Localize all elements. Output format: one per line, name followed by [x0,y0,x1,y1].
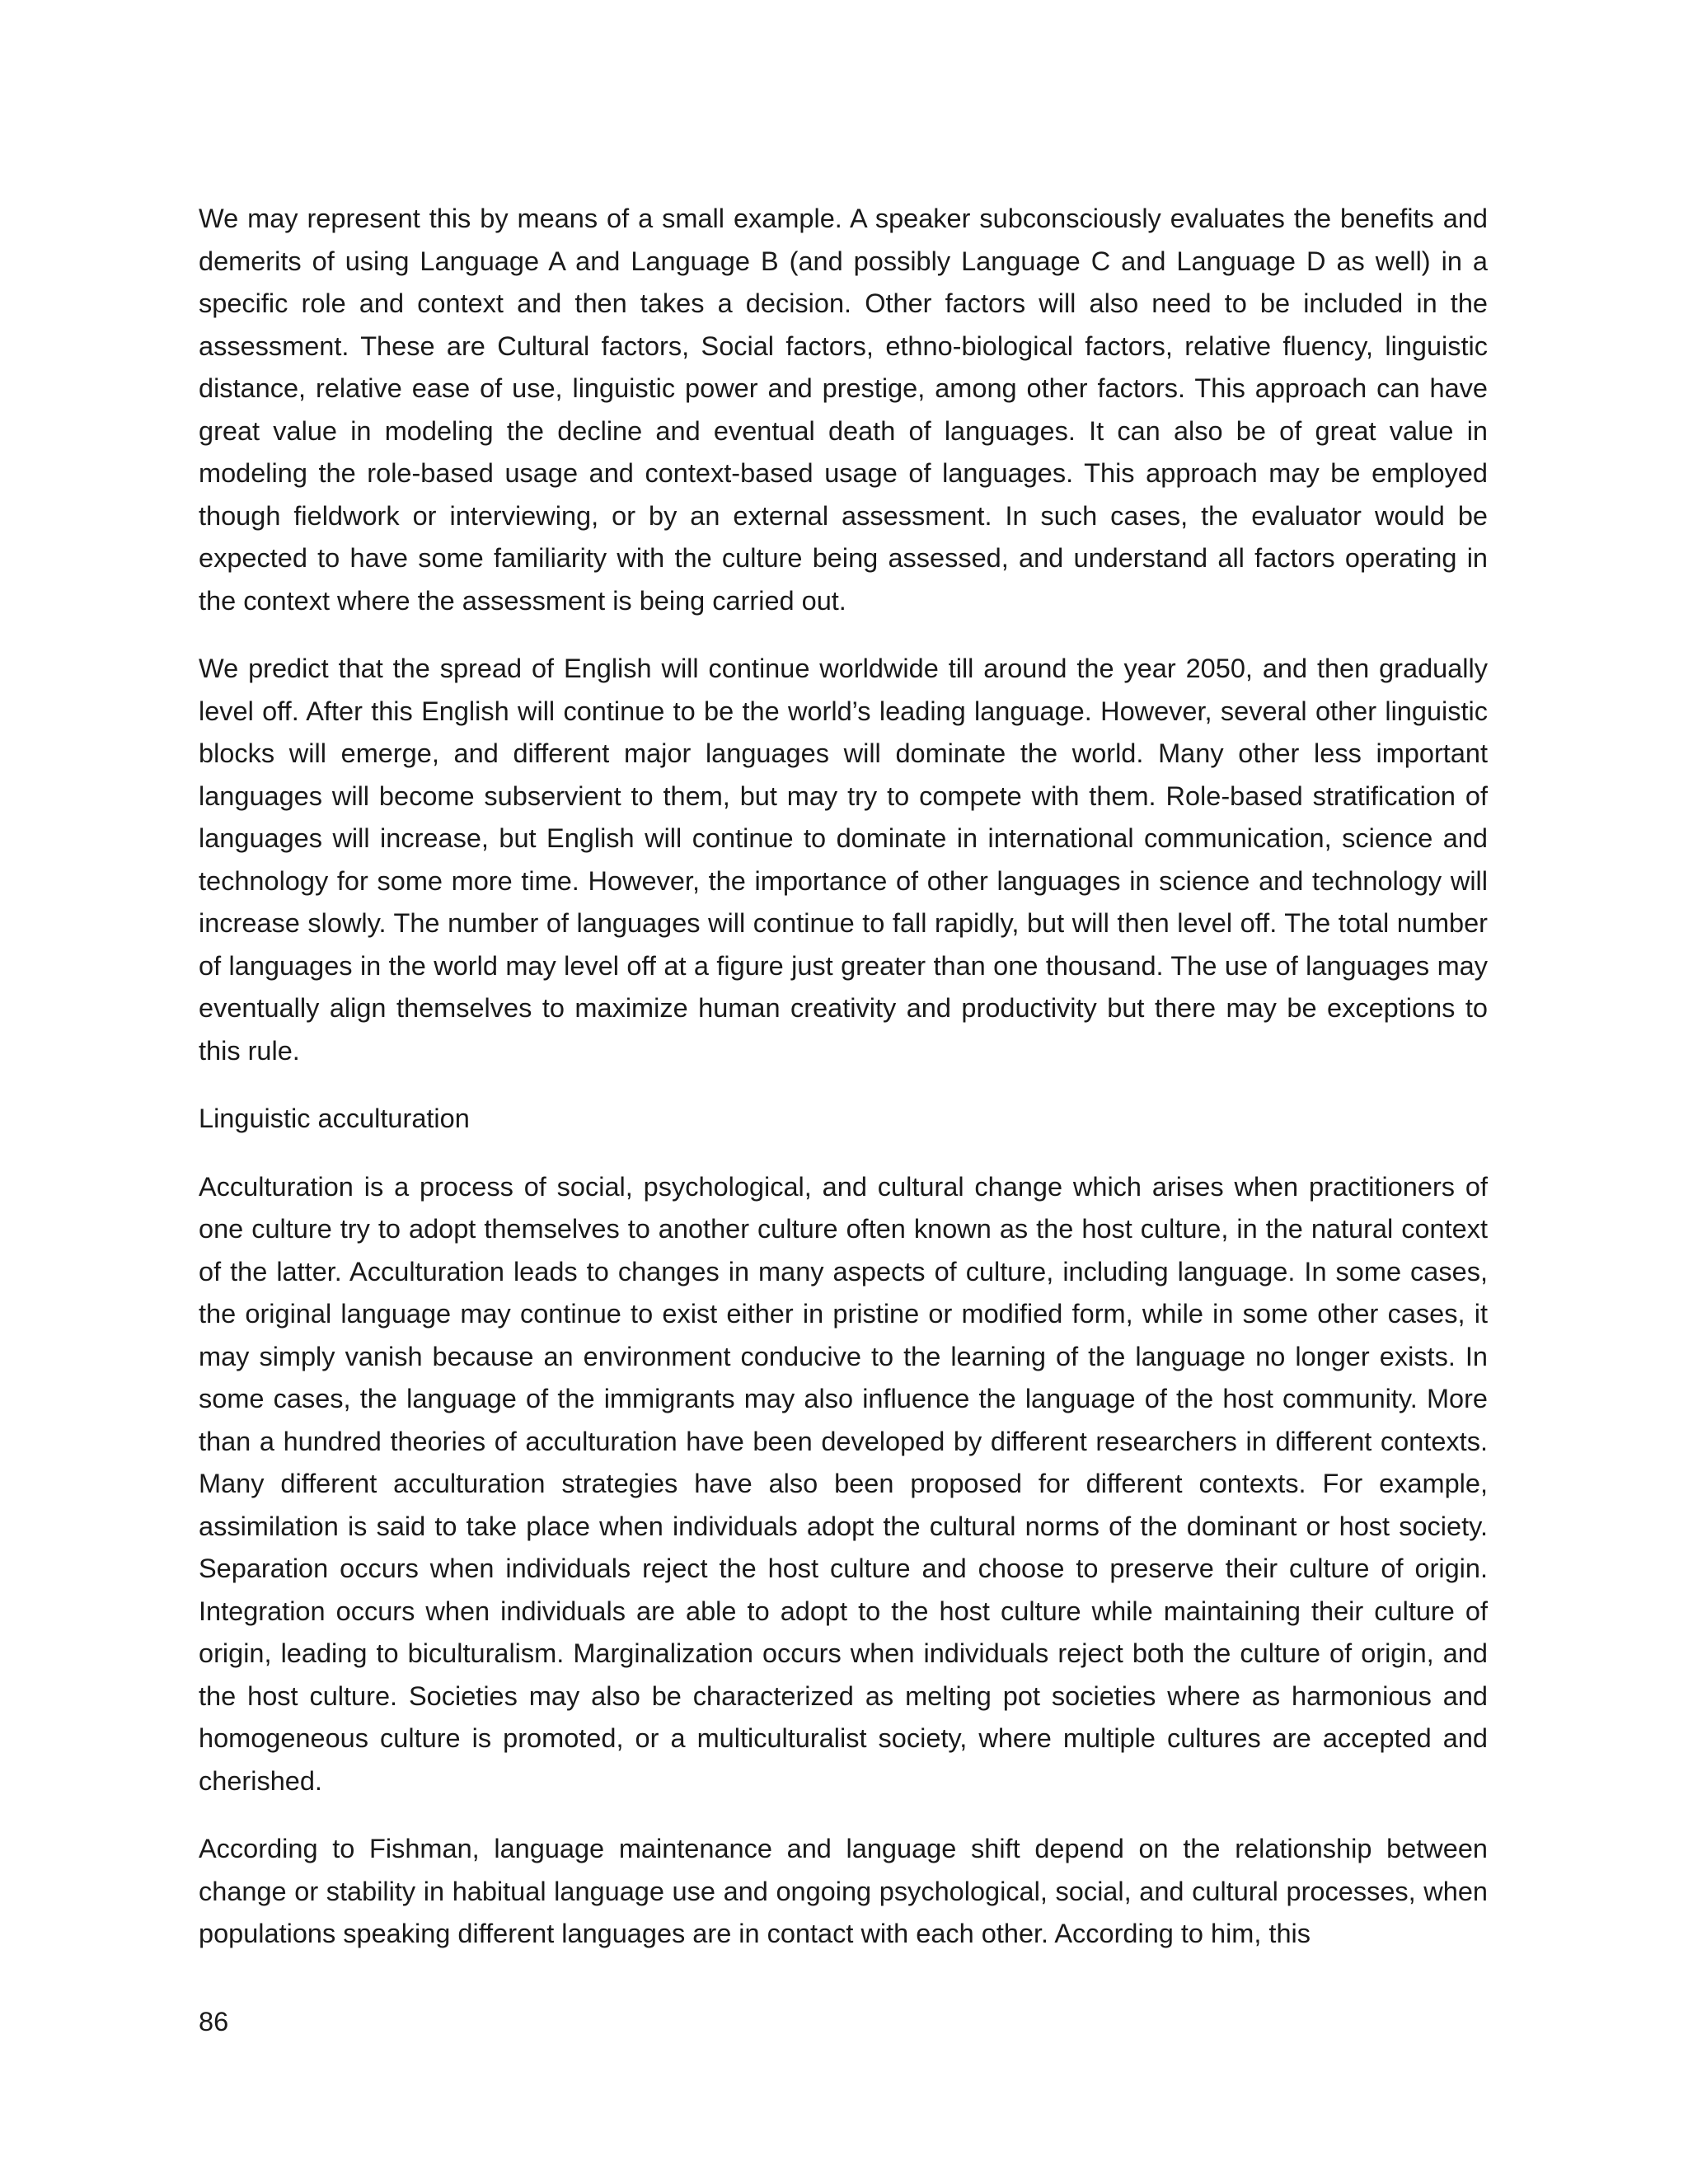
paragraph-acculturation: Acculturation is a process of social, psychological, and cultural change which arises when practitioners of one culture try to adopt themselves to another culture often known as the host culture, in the natural context of the latter. Acculturation leads to changes in many aspects of culture, including language. In some cases, the original language may continue to exist either in pristine or modified form, while in some other cases, it may simply vanish because an environment conducive to the learning of the language no longer exists. In some cases, the language of the immigrants may also influence the language of the host community. More than a hundred theories of acculturation have been developed by different researchers in different contexts. Many different acculturation strategies have also been proposed for different contexts. For example, assimilation is said to take place when individuals adopt the cultural norms of the dominant or host society. Separation occurs when individuals reject the host culture and choose to preserve their culture of origin. Integration occurs when individuals are able to adopt to the host culture while maintaining their culture of origin, leading to biculturalism. Marginalization occurs when individuals reject both the culture of origin, and the host culture. Societies may also be characterized as melting pot societies where as harmonious and homogeneous culture is promoted, or a multiculturalist society, where multiple cultures are accepted and cherished. [199,1171,1488,1796]
body-text [199,198,1488,1981]
paragraph-english-prediction: We predict that the spread of English will continue worldwide till around the year 2050, and then gradually level off. After this English will continue to be the world’s leading language. However, several other linguistic blocks will emerge, and different major languages will dominate the world. Many other less important languages will become subservient to them, but may try to compete with them. Role-based stratification of languages will increase, but English will continue to dominate in international communication, science and technology for some more time. However, the importance of other languages in science and technology will increase slowly. The number of languages will continue to fall rapidly, but will then level off. The total number of languages in the world may level off at a figure just greater than one thousand. The use of languages may eventually align themselves to maximize human creativity and productivity but there may be exceptions to this rule. [199,654,1488,1066]
section-heading: Linguistic acculturation [199,1104,470,1133]
page-number: 86 [199,2007,229,2036]
paragraph-speaker-evaluation: We may represent this by means of a small example. A speaker subconsciously evaluates the benefits and demerits of using Language A and Language B (and possibly Language C and Language D as well) in a specific role and context and then takes a decision. Other factors will also need to be included in the assessment. These are Cultural factors, Social factors, ethno-biological factors, relative fluency, linguistic distance, relative ease of use, linguistic power and prestige, among other factors. This approach can have great value in modeling the decline and eventual death of languages. It can also be of great value in modeling the role-based usage and context-based usage of languages. This approach may be employed though fieldwork or interviewing, or by an external assessment. In such cases, the evaluator would be expected to have some familiarity with the culture being assessed, and understand all factors operating in the context where the assessment is being carried out. [199,204,1488,616]
paragraph-fishman: According to Fishman, language maintenance and language shift depend on the relationship between change or stability in habitual language use and ongoing psychological, social, and cultural processes, when populations speaking different languages are in contact with each other. According to him, this [199,1834,1488,1948]
